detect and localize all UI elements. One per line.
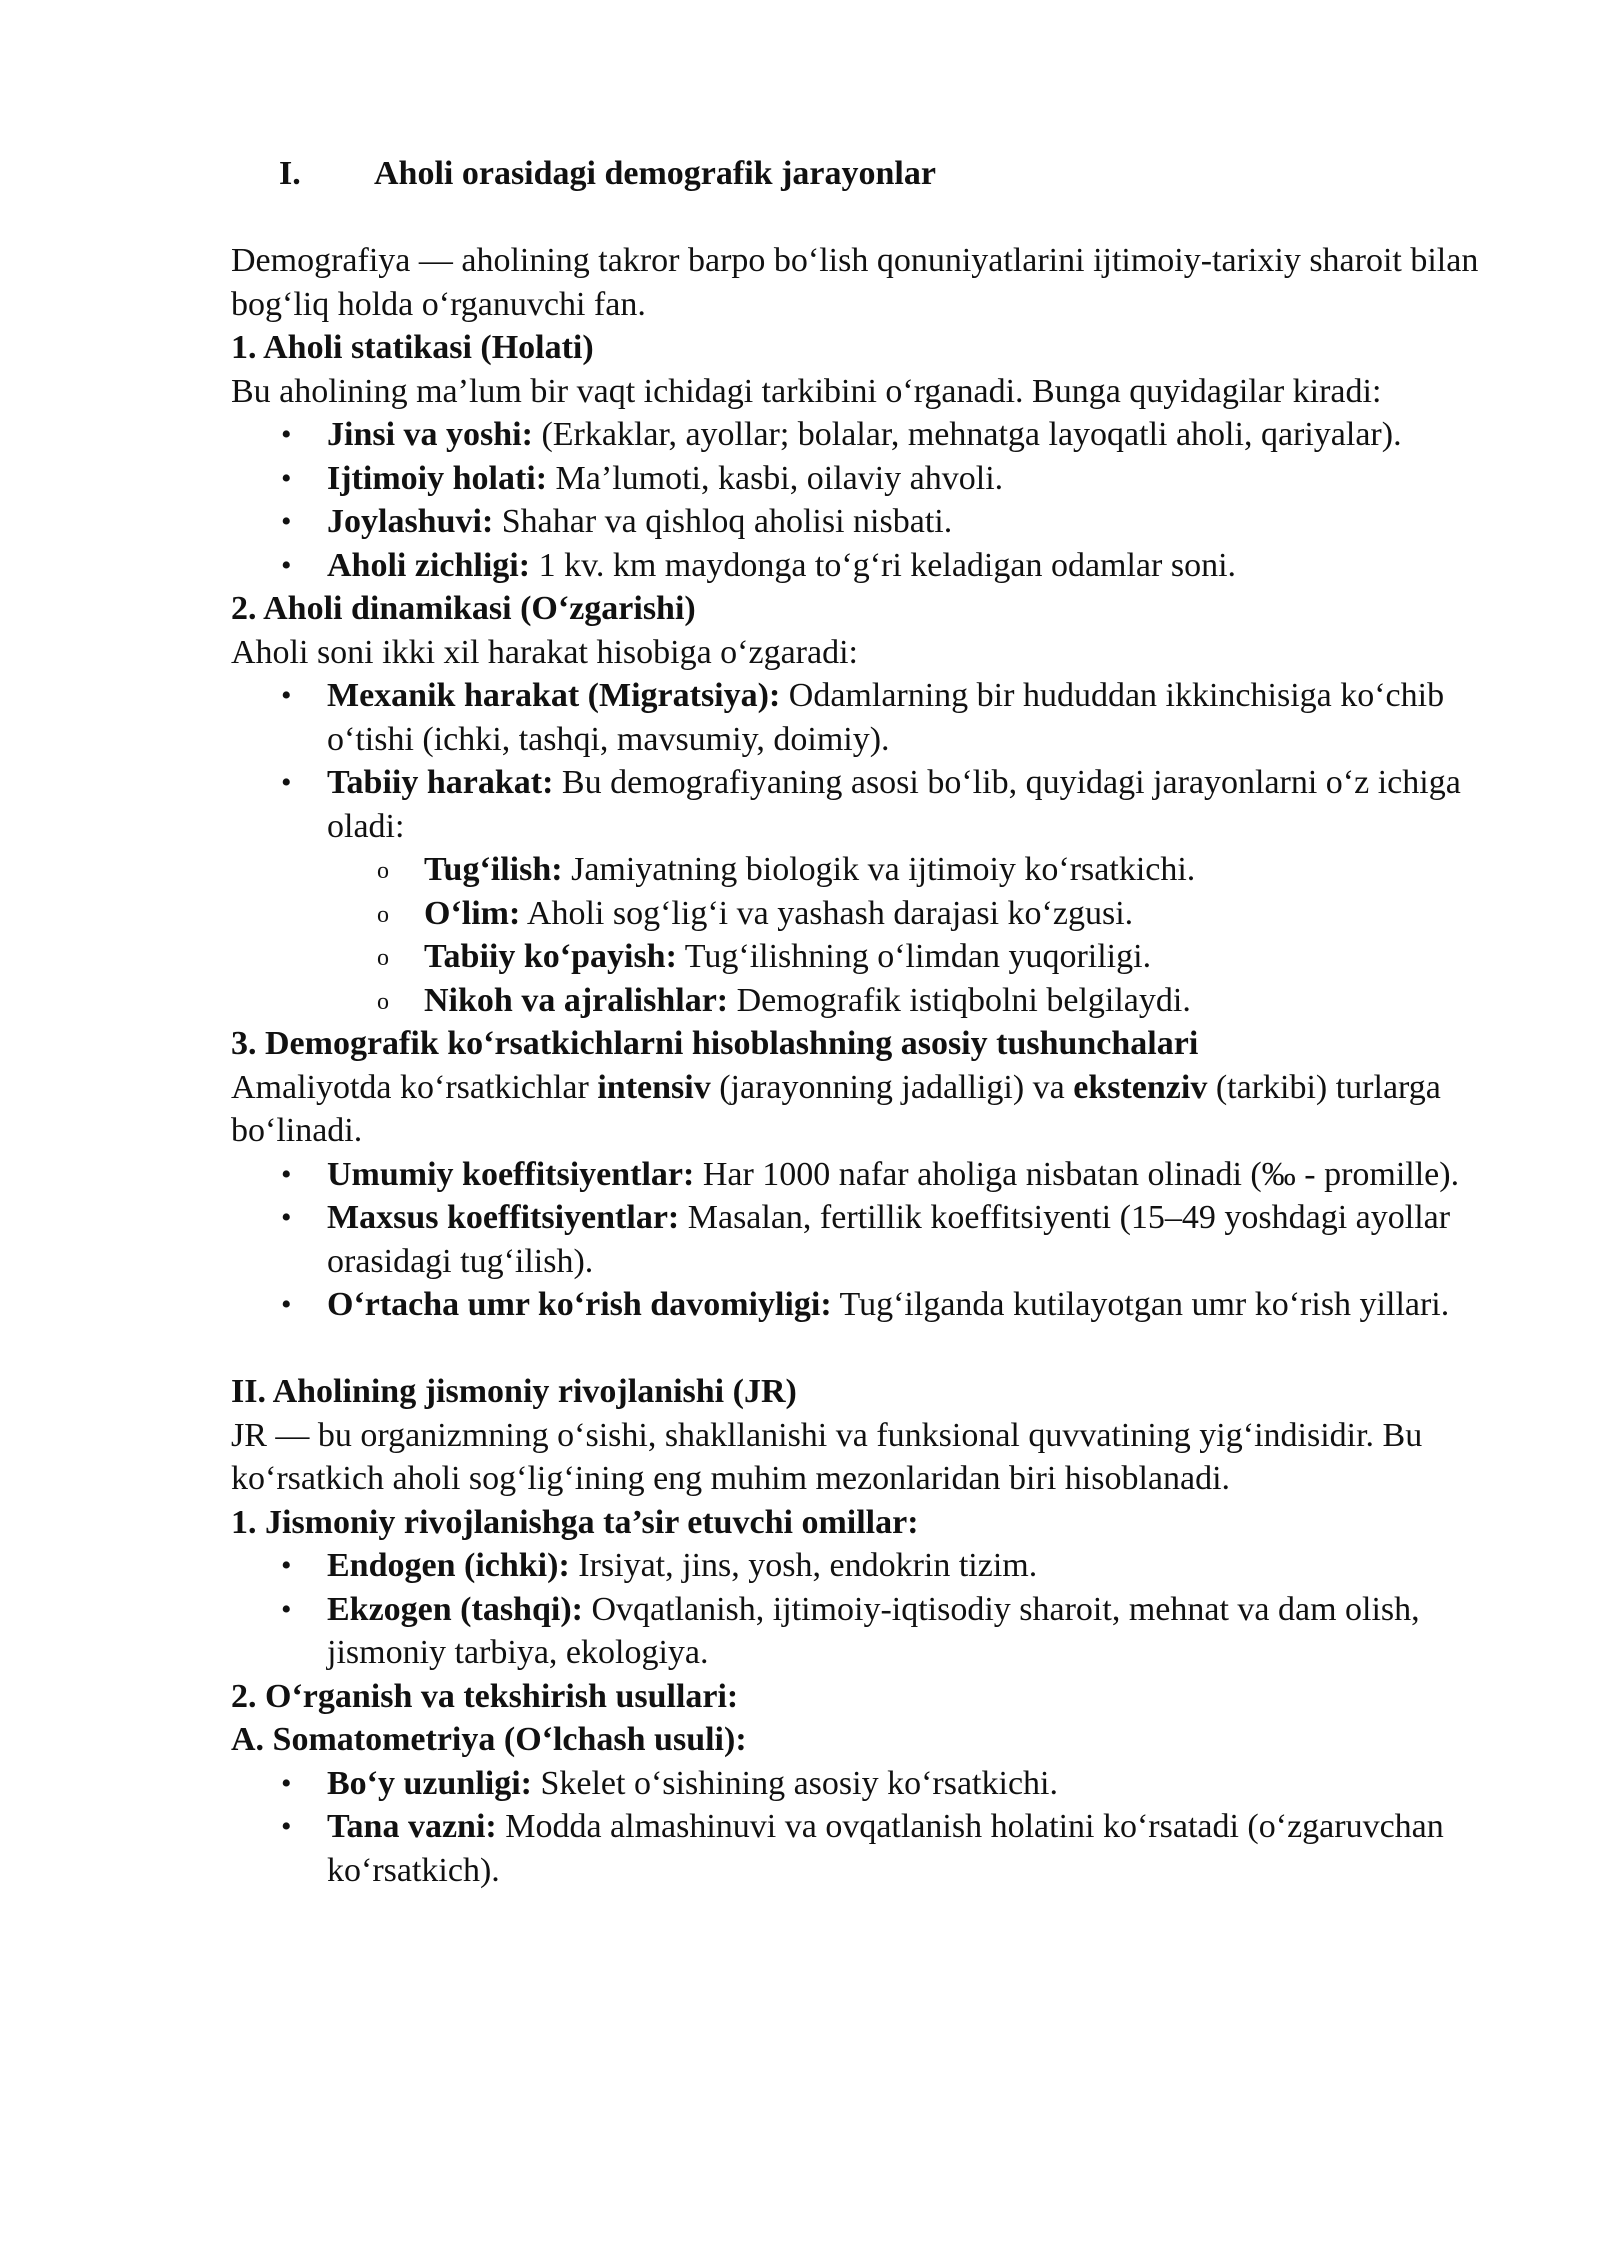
document-content bbox=[231, 152, 1511, 1892]
bullet-icon: • bbox=[281, 1549, 292, 1582]
list-item bbox=[231, 544, 1511, 588]
section-1-heading bbox=[231, 152, 1511, 196]
statics-heading: 1. Aholi statikasi (Holati) bbox=[231, 329, 594, 366]
factors-list bbox=[231, 1544, 1511, 1675]
methods-heading: 2. Oʻrganish va tekshirish usullari: bbox=[231, 1677, 739, 1715]
item-desc: Modda almashinuvi va ovqatlanish holatini koʻrsatadi (oʻzgaruvchan koʻrsatkich). bbox=[327, 1808, 1444, 1889]
indicators-text-b: (jarayonning jadalligi) va bbox=[710, 1068, 1074, 1106]
list-item bbox=[231, 457, 1511, 501]
sublist-item bbox=[231, 979, 1511, 1023]
list-item bbox=[231, 413, 1511, 457]
indicators-text-a: Amaliyotda koʻrsatkichlar bbox=[231, 1068, 598, 1106]
section-1-intro: Demografiya — aholining takror barpo boʻlish qonuniyatlarini ijtimoiy-tarixiy sharoit bilan bogʻliq holda oʻrganuvchi fan. bbox=[231, 242, 1479, 323]
bullet-icon: • bbox=[281, 1766, 292, 1800]
item-term: Tabiiy koʻpayish: bbox=[424, 938, 677, 975]
item-term: Maxsus koeffitsiyentlar: bbox=[327, 1199, 680, 1236]
section-spacer bbox=[231, 1327, 1511, 1371]
statics-text: Bu aholining ma’lum bir vaqt ichidagi tarkibini oʻrganadi. Bunga quyidagilar kiradi: bbox=[231, 372, 1382, 410]
list-item bbox=[231, 1588, 1511, 1675]
item-term: Jinsi va yoshi: bbox=[327, 416, 533, 453]
item-term: Aholi zichligi: bbox=[327, 546, 531, 584]
list-item bbox=[231, 1805, 1511, 1892]
list-item bbox=[231, 500, 1511, 544]
item-term: Tugʻilish: bbox=[424, 851, 563, 888]
item-term: Mexanik harakat (Migratsiya): bbox=[327, 677, 781, 714]
dynamics-heading: 2. Aholi dinamikasi (Oʻzgarishi) bbox=[231, 590, 696, 627]
item-desc: (Erkaklar, ayollar; bolalar, mehnatga layoqatli aholi, qariyalar). bbox=[532, 416, 1402, 453]
item-term: Nikoh va ajralishlar: bbox=[424, 981, 729, 1019]
list-item bbox=[231, 761, 1511, 848]
item-term: Endogen (ichki): bbox=[327, 1547, 570, 1584]
item-desc: Aholi sogʻligʻi va yashash darajasi koʻzgusi. bbox=[520, 894, 1134, 932]
section-2-title: II. Aholining jismoniy rivojlanishi (JR) bbox=[231, 1373, 797, 1410]
item-desc: Masalan, fertillik koeffitsiyenti (15–49 yoshdagi ayollar orasidagi tugʻilish). bbox=[327, 1199, 1451, 1280]
factors-heading: 1. Jismoniy rivojlanishga ta’sir etuvchi omillar: bbox=[231, 1503, 919, 1541]
item-desc: Bu demografiyaning asosi boʻlib, quyidagi jarayonlarni oʻz ichiga oladi: bbox=[327, 764, 1461, 845]
hollow-bullet-icon: o bbox=[377, 858, 389, 884]
sublist-item bbox=[231, 892, 1511, 936]
intensive-term: intensiv bbox=[597, 1068, 711, 1106]
item-desc: Demografik istiqbolni belgilaydi. bbox=[728, 981, 1191, 1019]
bullet-icon: • bbox=[281, 1810, 292, 1843]
item-term: Oʻlim: bbox=[424, 894, 521, 932]
section-2-intro: JR — bu organizmning oʻsishi, shakllanishi va funksional quvvatining yigʻindisidir. Bu koʻrsatkich aholi sogʻligʻining eng muhim mezonlaridan biri hisoblanadi. bbox=[231, 1416, 1423, 1497]
indicators-list bbox=[231, 1153, 1511, 1327]
item-term: Tana vazni: bbox=[327, 1808, 497, 1845]
sublist-item bbox=[231, 935, 1511, 979]
dynamics-list bbox=[231, 674, 1511, 848]
item-term: Ekzogen (tashqi): bbox=[327, 1590, 583, 1628]
hollow-bullet-icon: o bbox=[377, 988, 389, 1015]
indicators-text-c: (tarkibi) turlarga boʻlinadi. bbox=[231, 1068, 1441, 1149]
indicators-heading: 3. Demografik koʻrsatkichlarni hisoblashning asosiy tushunchalari bbox=[231, 1025, 1199, 1062]
list-item bbox=[231, 1762, 1511, 1806]
item-term: Boʻy uzunligi: bbox=[327, 1764, 532, 1802]
list-item bbox=[231, 674, 1511, 761]
section-1-number: I. bbox=[279, 155, 301, 192]
list-item bbox=[231, 1544, 1511, 1588]
item-term: Ijtimoiy holati: bbox=[327, 459, 548, 497]
item-desc: Irsiyat, jins, yosh, endokrin tizim. bbox=[569, 1547, 1038, 1584]
dynamics-text: Aholi soni ikki xil harakat hisobiga oʻzgaradi: bbox=[231, 633, 858, 671]
bullet-icon: • bbox=[281, 1157, 292, 1191]
item-term: Tabiiy harakat: bbox=[327, 764, 554, 801]
sublist-item bbox=[231, 848, 1511, 892]
item-desc: Tugʻilishning oʻlimdan yuqoriligi. bbox=[676, 938, 1152, 975]
item-term: Joylashuvi: bbox=[327, 503, 494, 540]
section-1-title: Aholi orasidagi demografik jarayonlar bbox=[374, 155, 936, 192]
item-desc: Jamiyatning biologik va ijtimoiy koʻrsatkichi. bbox=[562, 851, 1196, 888]
list-item bbox=[231, 1196, 1511, 1283]
item-desc: Har 1000 nafar aholiga nisbatan olinadi (‰ - promille). bbox=[694, 1155, 1460, 1193]
somatometry-heading: A. Somatometriya (Oʻlchash usuli): bbox=[231, 1721, 747, 1758]
bullet-icon: • bbox=[281, 766, 292, 799]
item-desc: Odamlarning bir hududdan ikkinchisiga koʻchib oʻtishi (ichki, tashqi, mavsumiy, doimiy). bbox=[327, 677, 1445, 758]
item-desc: Skelet oʻsishining asosiy koʻrsatkichi. bbox=[531, 1764, 1058, 1802]
bullet-icon: • bbox=[281, 461, 292, 495]
list-item bbox=[231, 1153, 1511, 1197]
bullet-icon: • bbox=[281, 679, 292, 712]
natural-movement-sublist bbox=[231, 848, 1511, 1022]
hollow-bullet-icon: o bbox=[377, 945, 389, 971]
bullet-icon: • bbox=[281, 1201, 292, 1234]
item-term: Umumiy koeffitsiyentlar: bbox=[327, 1155, 695, 1193]
bullet-icon: • bbox=[281, 548, 292, 582]
item-term: Oʻrtacha umr koʻrish davomiyligi: bbox=[327, 1286, 832, 1323]
item-desc: Ovqatlanish, ijtimoiy-iqtisodiy sharoit, mehnat va dam olish, jismoniy tarbiya, ekologiya. bbox=[327, 1590, 1420, 1671]
list-item bbox=[231, 1283, 1511, 1327]
bullet-icon: • bbox=[281, 505, 292, 538]
bullet-icon: • bbox=[281, 418, 292, 451]
statics-list bbox=[231, 413, 1511, 587]
somatometry-list bbox=[231, 1762, 1511, 1893]
hollow-bullet-icon: o bbox=[377, 901, 389, 928]
item-desc: Shahar va qishloq aholisi nisbati. bbox=[493, 503, 953, 540]
item-desc: Tugʻilganda kutilayotgan umr koʻrish yillari. bbox=[831, 1286, 1450, 1323]
bullet-icon: • bbox=[281, 1288, 292, 1321]
bullet-icon: • bbox=[281, 1592, 292, 1626]
item-desc: 1 kv. km maydonga toʻgʻri keladigan odamlar soni. bbox=[530, 546, 1237, 584]
item-desc: Ma’lumoti, kasbi, oilaviy ahvoli. bbox=[547, 459, 1004, 497]
extensive-term: ekstenziv bbox=[1073, 1068, 1208, 1106]
indicators-text bbox=[231, 1066, 1511, 1153]
